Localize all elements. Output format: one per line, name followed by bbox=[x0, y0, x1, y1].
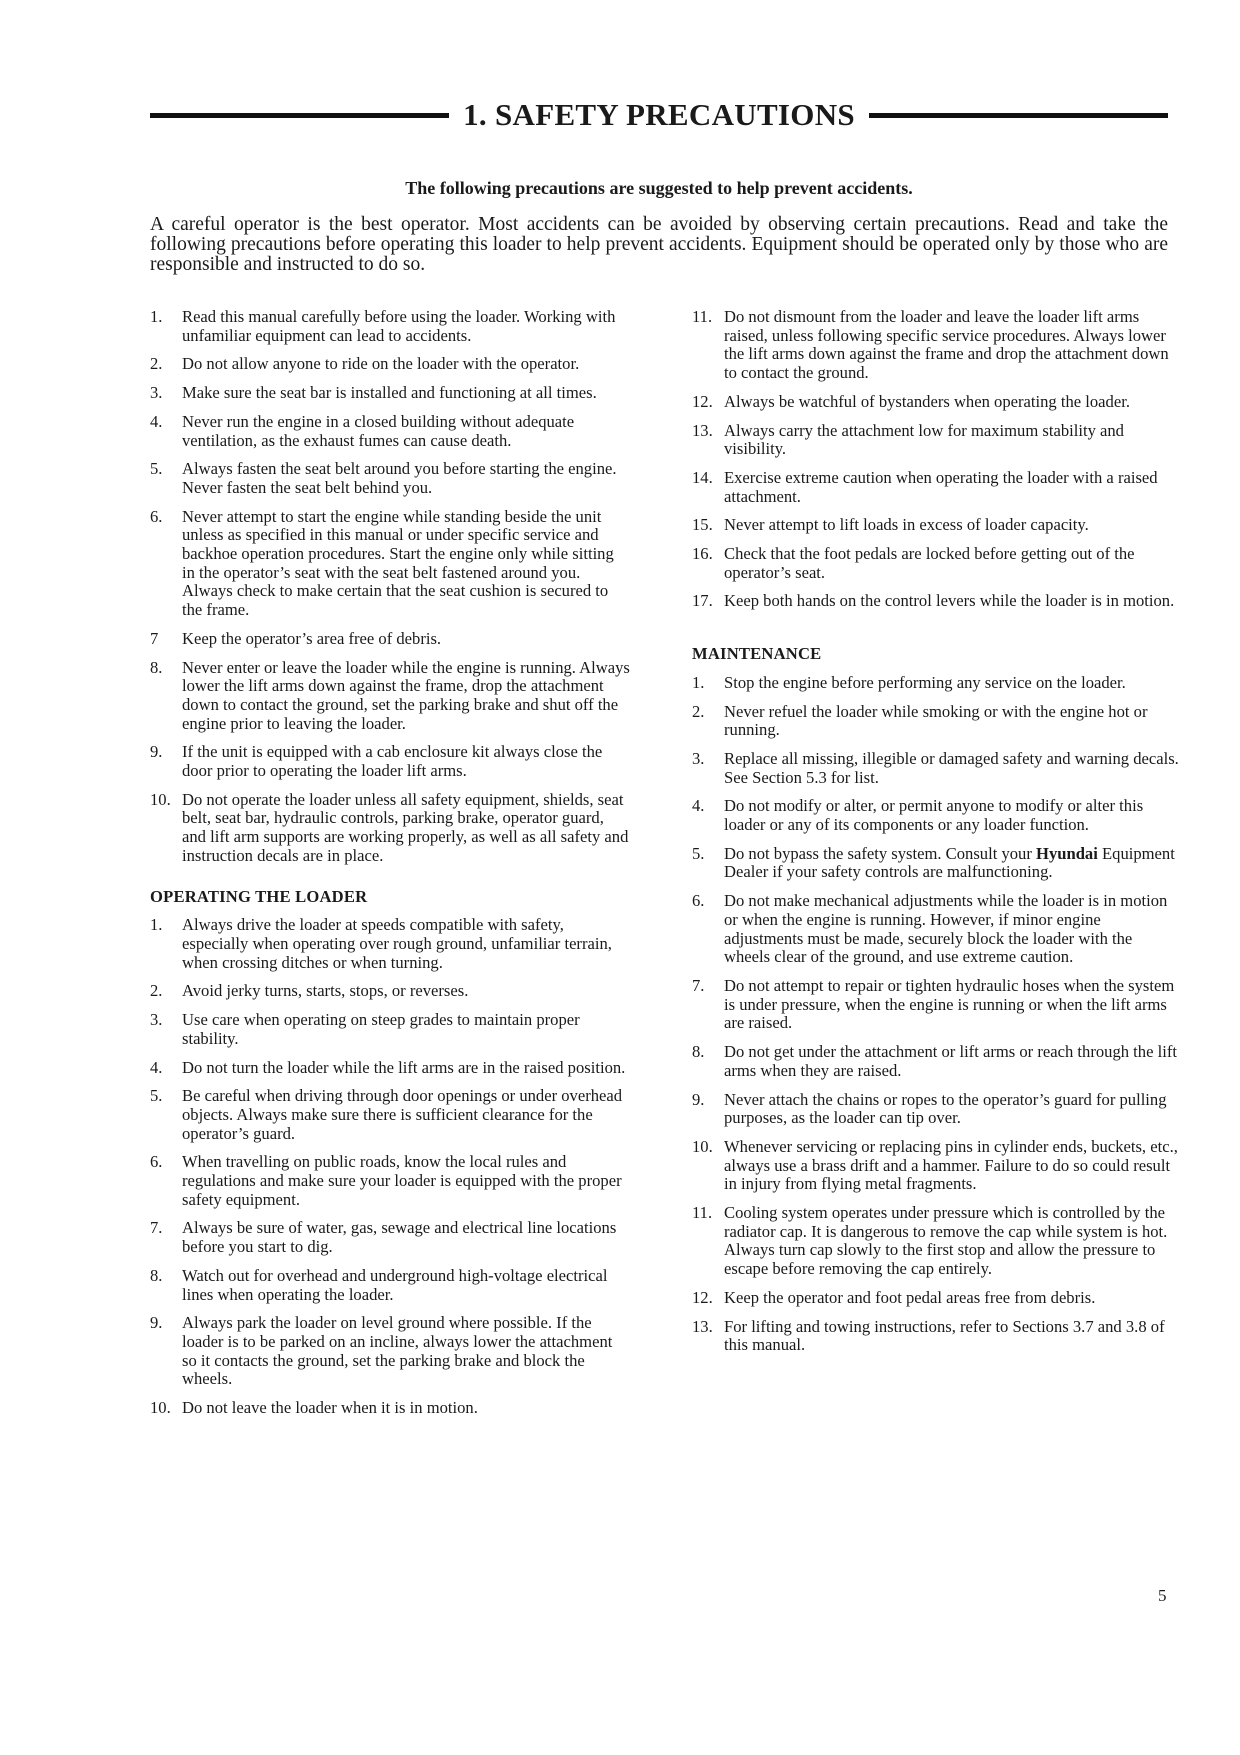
list-item bbox=[150, 1059, 630, 1078]
item-number: 8. bbox=[692, 1042, 705, 1062]
item-text: Do not modify or alter, or permit anyone to modify or alter this loader or any of its components or any loader function. bbox=[724, 796, 1144, 835]
list-item bbox=[692, 845, 1180, 882]
list-item bbox=[692, 750, 1180, 787]
item-text: Do not attempt to repair or tighten hydraulic hoses when the system is under pressure, when the engine is running or when the lift arms are raised. bbox=[724, 975, 1175, 1033]
item-text: Do not turn the loader while the lift arms are in the raised position. bbox=[182, 1057, 626, 1077]
item-number: 3. bbox=[150, 1010, 163, 1030]
item-text: Watch out for overhead and underground high-voltage electrical lines when operating the loader. bbox=[182, 1265, 608, 1304]
item-text: Avoid jerky turns, starts, stops, or reverses. bbox=[182, 981, 469, 1001]
list-item bbox=[150, 1011, 630, 1048]
list-item bbox=[692, 545, 1180, 582]
item-number: 11. bbox=[692, 307, 713, 326]
item-number: 6. bbox=[692, 891, 705, 911]
page-number: 5 bbox=[1158, 1586, 1167, 1605]
list-item bbox=[692, 1138, 1180, 1194]
list-item bbox=[150, 1087, 630, 1143]
list-item bbox=[150, 384, 630, 403]
list-item bbox=[692, 1043, 1180, 1080]
list-item bbox=[692, 516, 1180, 535]
list-item bbox=[692, 1091, 1180, 1128]
item-number: 1. bbox=[150, 915, 163, 935]
brand-name: Hyundai bbox=[1036, 843, 1098, 863]
item-number: 13. bbox=[692, 1316, 713, 1336]
list-item bbox=[692, 674, 1180, 693]
item-text: Never run the engine in a closed building without adequate ventilation, as the exhaust fumes can cause death. bbox=[182, 411, 575, 450]
item-text: For lifting and towing instructions, refer to Sections 3.7 and 3.8 of this manual. bbox=[724, 1316, 1165, 1355]
section-heading-maintenance: MAINTENANCE bbox=[692, 644, 822, 664]
list-item bbox=[150, 916, 630, 972]
general-precautions-list bbox=[150, 308, 630, 866]
item-text: Do not get under the attachment or lift arms or reach through the lift arms when they are raised. bbox=[724, 1042, 1177, 1080]
item-text: Do not dismount from the loader and leave the loader lift arms raised, unless following specific service procedures. Always lower the lift arms down against the frame and drop the attachment down to contact the ground. bbox=[724, 307, 1169, 383]
item-number: 4. bbox=[150, 1057, 163, 1077]
item-text bbox=[724, 845, 1180, 882]
item-number: 2. bbox=[692, 701, 705, 721]
list-item bbox=[692, 797, 1180, 834]
item-number: 15. bbox=[692, 515, 713, 535]
item-text: Always be sure of water, gas, sewage and electrical line locations before you start to dig. bbox=[182, 1218, 617, 1257]
item-number: 16. bbox=[692, 544, 713, 564]
item-text: Do not leave the loader when it is in motion. bbox=[182, 1398, 478, 1418]
item-text: Never refuel the loader while smoking or with the engine hot or running. bbox=[724, 701, 1148, 740]
item-text: Replace all missing, illegible or damaged safety and warning decals. See Section 5.3 for list. bbox=[724, 748, 1179, 787]
list-item bbox=[150, 460, 630, 497]
list-item bbox=[150, 1153, 630, 1209]
item-number: 5. bbox=[150, 1086, 163, 1106]
item-number: 2. bbox=[150, 981, 163, 1001]
item-text-after: Equipment Dealer if your safety controls are malfunctioning. bbox=[724, 843, 1175, 882]
item-number: 5. bbox=[692, 843, 705, 863]
page-title: 1. SAFETY PRECAUTIONS bbox=[463, 97, 855, 132]
item-number: 10. bbox=[150, 789, 171, 809]
item-number: 4. bbox=[692, 796, 705, 816]
item-number: 9. bbox=[692, 1089, 705, 1109]
item-text: Always drive the loader at speeds compatible with safety, especially when operating over rough ground, unfamiliar terrain, when crossing ditches or when turning. bbox=[182, 915, 612, 972]
item-text: Use care when operating on steep grades to maintain proper stability. bbox=[182, 1010, 580, 1048]
item-number: 6. bbox=[150, 506, 163, 526]
item-text: Do not allow anyone to ride on the loader with the operator. bbox=[182, 354, 580, 374]
item-number: 4. bbox=[150, 411, 163, 431]
item-number: 5. bbox=[150, 459, 163, 479]
item-number: 13. bbox=[692, 420, 713, 440]
list-item bbox=[692, 422, 1180, 459]
item-text: Always fasten the seat belt around you before starting the engine. Never fasten the seat belt behind you. bbox=[182, 459, 617, 497]
list-item bbox=[692, 1204, 1180, 1279]
item-text: Always carry the attachment low for maximum stability and visibility. bbox=[724, 420, 1124, 459]
list-item bbox=[692, 892, 1180, 967]
list-item bbox=[150, 1314, 630, 1389]
operating-list bbox=[150, 916, 630, 1417]
right-column bbox=[692, 308, 1180, 1365]
list-item bbox=[150, 982, 630, 1001]
header-rule-right bbox=[869, 113, 1168, 118]
item-number: 7. bbox=[692, 975, 705, 995]
item-number: 2. bbox=[150, 354, 163, 374]
list-item bbox=[150, 413, 630, 450]
item-number: 10. bbox=[692, 1136, 713, 1156]
item-text: Keep both hands on the control levers while the loader is in motion. bbox=[724, 591, 1175, 611]
item-number: 12. bbox=[692, 391, 713, 411]
list-item bbox=[150, 743, 630, 780]
list-item bbox=[692, 977, 1180, 1033]
item-text: Do not operate the loader unless all safety equipment, shields, seat belt, seat bar, hydraulic controls, parking brake, operator guard, and lift arm supports are working properly, as well as all safety and instruction decals are in place. bbox=[182, 789, 629, 865]
item-text: Always be watchful of bystanders when operating the loader. bbox=[724, 391, 1130, 411]
intro-paragraph: A careful operator is the best operator. Most accidents can be avoided by observing certain precautions. Read and take the following precautions before operating this loader to help prevent accidents. Equipment should be operated only by those who are responsible and instructed to do so. bbox=[150, 214, 1168, 275]
list-item bbox=[150, 1267, 630, 1304]
item-number: 10. bbox=[150, 1398, 171, 1418]
list-item bbox=[150, 659, 630, 734]
list-item bbox=[150, 791, 630, 866]
item-text: Do not make mechanical adjustments while the loader is in motion or when the engine is running. However, if minor engine adjustments must be made, securely block the loader with the wheels clear of the ground, and use extreme caution. bbox=[724, 891, 1168, 967]
item-text: Stop the engine before performing any service on the loader. bbox=[724, 672, 1126, 692]
item-text: Never attach the chains or ropes to the operator’s guard for pulling purposes, as the loader can tip over. bbox=[724, 1089, 1167, 1128]
item-text: Never attempt to start the engine while standing beside the unit unless as specified in this manual or under specific service and backhoe operation procedures. Start the engine only while sitting in the operator’s seat with the seat belt fastened around you. Always check to make certain that the seat cushion is secured to the frame. bbox=[182, 506, 614, 620]
list-item bbox=[150, 1399, 630, 1418]
item-number: 14. bbox=[692, 467, 713, 487]
list-item bbox=[150, 308, 630, 345]
list-item bbox=[692, 592, 1180, 611]
list-item bbox=[692, 1289, 1180, 1308]
item-number: 7 bbox=[150, 628, 159, 648]
item-number: 3. bbox=[692, 748, 705, 768]
item-text: Never enter or leave the loader while the engine is running. Always lower the lift arms down against the frame, drop the attachment down to contact the ground, set the parking brake and shut off the engine prior to leaving the loader. bbox=[182, 657, 630, 733]
item-number: 11. bbox=[692, 1203, 713, 1223]
list-item bbox=[150, 508, 630, 620]
item-number: 12. bbox=[692, 1287, 713, 1307]
general-precautions-list-continued bbox=[692, 308, 1180, 611]
list-item bbox=[150, 630, 630, 649]
list-item bbox=[692, 308, 1180, 383]
header-rule-left bbox=[150, 113, 449, 118]
list-item bbox=[150, 355, 630, 374]
maintenance-list bbox=[692, 674, 1180, 1355]
list-item bbox=[692, 1318, 1180, 1355]
page-subtitle: The following precautions are suggested to help prevent accidents. bbox=[405, 178, 913, 198]
item-number: 7. bbox=[150, 1218, 163, 1238]
list-item bbox=[692, 393, 1180, 412]
item-text: Make sure the seat bar is installed and functioning at all times. bbox=[182, 383, 597, 403]
item-text: If the unit is equipped with a cab enclosure kit always close the door prior to operating the loader lift arms. bbox=[182, 742, 603, 781]
item-text: Exercise extreme caution when operating the loader with a raised attachment. bbox=[724, 467, 1158, 506]
item-number: 17. bbox=[692, 591, 713, 611]
item-number: 9. bbox=[150, 742, 163, 762]
item-text: Be careful when driving through door openings or under overhead objects. Always make sure there is sufficient clearance for the operator’s guard. bbox=[182, 1086, 623, 1143]
item-number: 3. bbox=[150, 383, 163, 403]
left-column bbox=[150, 308, 630, 1428]
item-text: Keep the operator and foot pedal areas free from debris. bbox=[724, 1287, 1096, 1307]
item-text: Read this manual carefully before using the loader. Working with unfamiliar equipment can lead to accidents. bbox=[182, 307, 616, 345]
list-item bbox=[692, 703, 1180, 740]
item-number: 8. bbox=[150, 657, 163, 677]
item-text: Always park the loader on level ground where possible. If the loader is to be parked on an incline, always lower the attachment so it contacts the ground, set the parking brake and block the wheels. bbox=[182, 1313, 613, 1389]
item-text: Check that the foot pedals are locked before getting out of the operator’s seat. bbox=[724, 544, 1135, 582]
item-text: Keep the operator’s area free of debris. bbox=[182, 628, 442, 648]
list-item bbox=[692, 469, 1180, 506]
item-number: 6. bbox=[150, 1152, 163, 1172]
item-number: 9. bbox=[150, 1313, 163, 1333]
page-header bbox=[150, 92, 1168, 138]
item-text: When travelling on public roads, know the local rules and regulations and make sure your loader is equipped with the proper safety equipment. bbox=[182, 1152, 622, 1209]
list-item bbox=[150, 1219, 630, 1256]
section-heading-operating: OPERATING THE LOADER bbox=[150, 886, 368, 906]
item-text: Whenever servicing or replacing pins in cylinder ends, buckets, etc., always use a brass drift and a hammer. Failure to do so could result in injury from flying metal fragments. bbox=[724, 1136, 1178, 1194]
item-text-before: Do not bypass the safety system. Consult your bbox=[724, 843, 1037, 863]
item-number: 1. bbox=[692, 672, 705, 692]
item-text: Cooling system operates under pressure which is controlled by the radiator cap. It is dangerous to remove the cap while system is hot. Always turn cap slowly to the first stop and allow the pressure to escape before removing the cap entirely. bbox=[724, 1203, 1168, 1279]
item-number: 8. bbox=[150, 1265, 163, 1285]
item-text: Never attempt to lift loads in excess of loader capacity. bbox=[724, 515, 1089, 535]
item-number: 1. bbox=[150, 307, 163, 326]
